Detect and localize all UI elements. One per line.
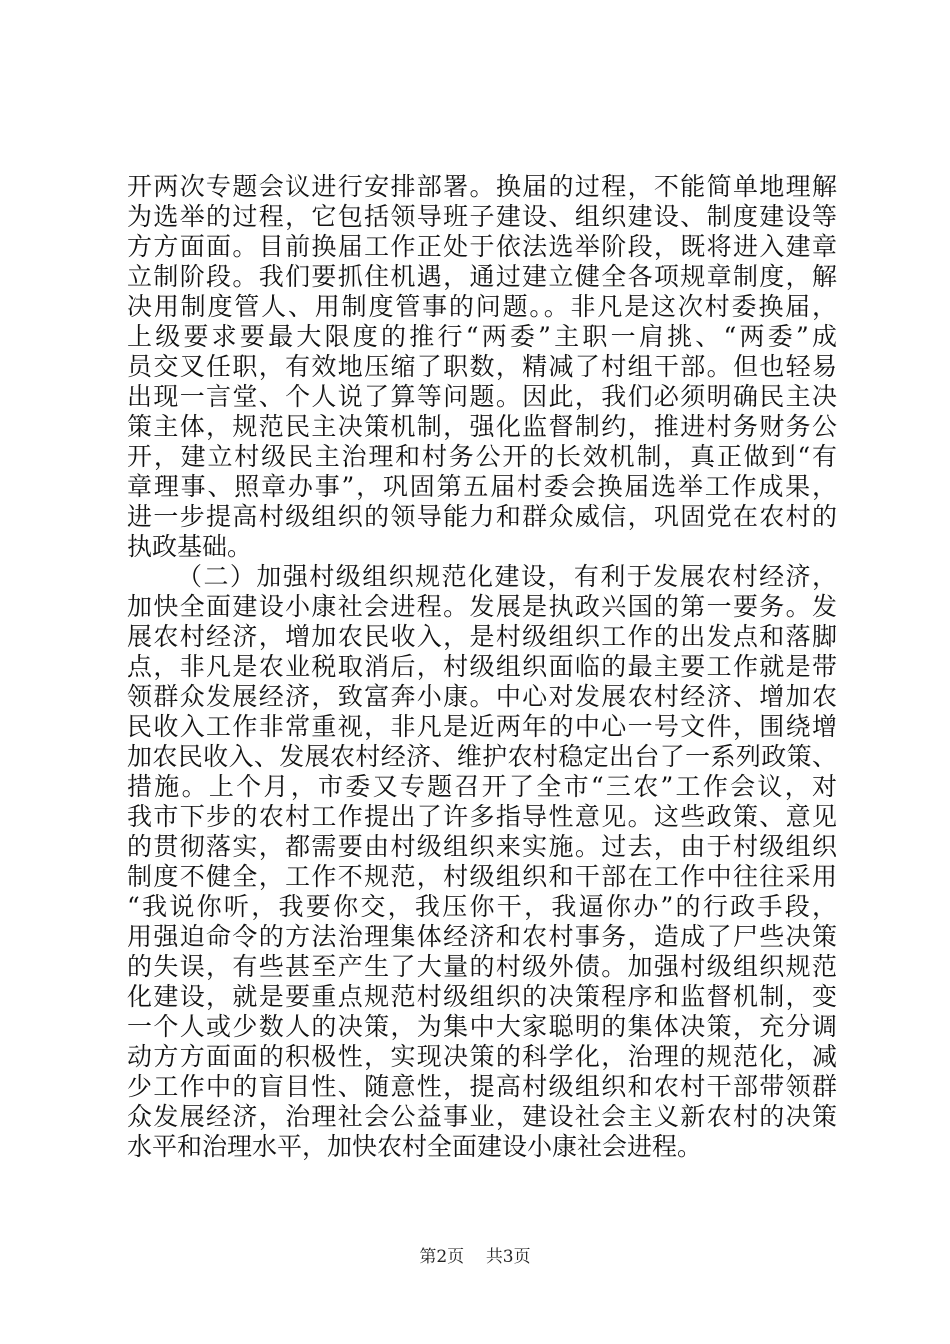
text-line: 出现一言堂、个人说了算等问题。因此，我们必须明确民主决 [127,382,837,411]
page-total: 共3页 [485,1247,531,1267]
text-line: 员交叉任职，有效地压缩了职数，精减了村组干部。但也轻易 [127,352,837,381]
text-line: 水平和治理水平，加快农村全面建设小康社会进程。 [127,1132,703,1161]
text-line: 展农村经济，增加农民收入，是村级组织工作的出发点和落脚 [127,622,837,651]
text-line: 措施。上个月，市委又专题召开了全市“三农”工作会议，对 [127,772,837,801]
page-footer [0,1246,950,1268]
text-line: 制度不健全，工作不规范，村级组织和干部在工作中往往采用 [127,862,837,891]
text-line: “我说你听，我要你交，我压你干，我逼你办”的行政手段， [127,892,837,921]
text-line: 决用制度管人、用制度管事的问题。。非凡是这次村委换届， [127,292,837,321]
text-line: 方方面面。目前换届工作正处于依法选举阶段，既将进入建章 [127,232,837,261]
text-line: 策主体，规范民主决策机制，强化监督制约，推进村务财务公 [127,412,837,441]
text-line: 上级要求要最大限度的推行“两委”主职一肩挑、“两委”成 [127,322,837,351]
text-line: 执政基础。 [127,532,253,561]
text-line: 众发展经济，治理社会公益事业，建设社会主义新农村的决策 [127,1102,837,1131]
text-line: 动方方面面的积极性，实现决策的科学化，治理的规范化，减 [127,1042,837,1071]
page-separator [470,1247,481,1267]
text-line: 我市下步的农村工作提出了许多指导性意见。这些政策、意见 [127,802,837,831]
page-number: 第2页 [419,1247,465,1267]
text-line: 民收入工作非常重视，非凡是近两年的中心一号文件，围绕增 [127,712,837,741]
text-line: 加快全面建设小康社会进程。发展是执政兴国的第一要务。发 [127,592,837,621]
text-line: 化建设，就是要重点规范村级组织的决策程序和监督机制，变 [127,982,837,1011]
text-line: 少工作中的盲目性、随意性，提高村级组织和农村干部带领群 [127,1072,837,1101]
text-line: 的失误，有些甚至产生了大量的村级外债。加强村级组织规范 [127,952,837,981]
text-line: 章理事、照章办事”，巩固第五届村委会换届选举工作成果， [127,472,837,501]
document-body [127,172,837,1162]
paragraph-start-line: （二）加强村级组织规范化建设，有利于发展农村经济， [177,562,837,591]
text-line: 为选举的过程，它包括领导班子建设、组织建设、制度建设等 [127,202,837,231]
text-line: 立制阶段。我们要抓住机遇，通过建立健全各项规章制度，解 [127,262,837,291]
text-line: 的贯彻落实，都需要由村级组织来实施。过去，由于村级组织 [127,832,837,861]
text-line: 开，建立村级民主治理和村务公开的长效机制，真正做到“有 [127,442,837,471]
text-line: 进一步提高村级组织的领导能力和群众威信，巩固党在农村的 [127,502,837,531]
text-line: 领群众发展经济，致富奔小康。中心对发展农村经济、增加农 [127,682,837,711]
text-line: 点，非凡是农业税取消后，村级组织面临的最主要工作就是带 [127,652,837,681]
text-line: 开两次专题会议进行安排部署。换届的过程，不能简单地理解 [127,172,837,201]
text-line: 用强迫命令的方法治理集体经济和农村事务，造成了尸些决策 [127,922,837,951]
text-line: 一个人或少数人的决策，为集中大家聪明的集体决策，充分调 [127,1012,837,1041]
text-line: 加农民收入、发展农村经济、维护农村稳定出台了一系列政策、 [127,742,837,771]
